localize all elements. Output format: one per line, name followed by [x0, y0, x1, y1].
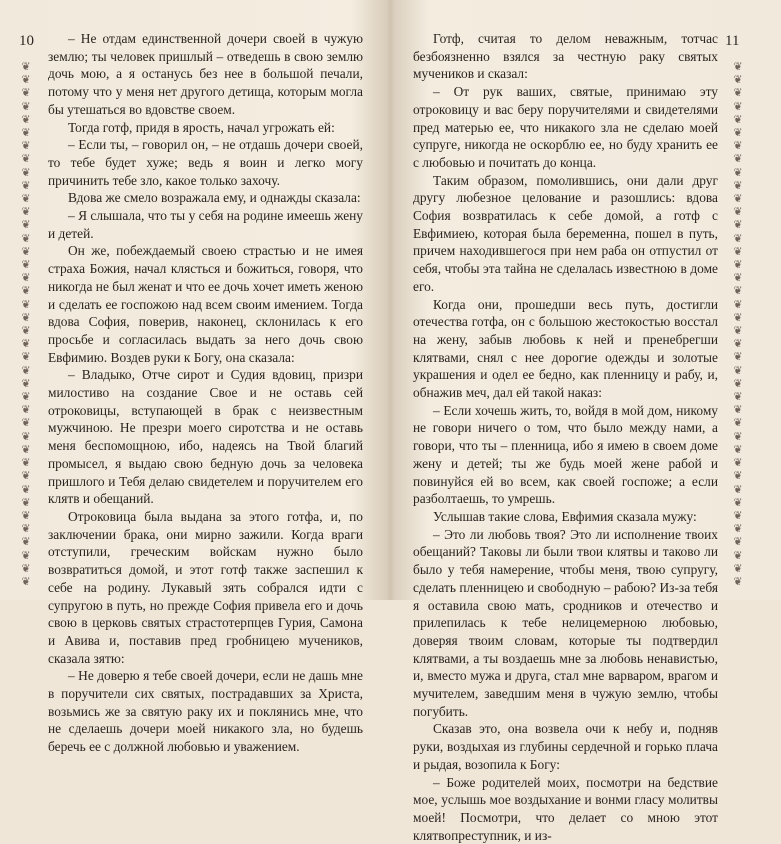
paragraph: – Я слышала, что ты у себя на родине имеешь жену и детей. — [48, 208, 363, 241]
page-number: 11 — [725, 33, 740, 49]
paragraph: – Боже родителей моих, посмотри на бедствие мое, услышь мое воздыхание и вонми гласу молитвы моей! Посмотри, что делает со мною этот клятвопреступник, и из- — [413, 774, 718, 843]
paragraph: Когда они, прошедши весь путь, достигли отечества готфа, он с большою жестокостью восстал на жену, забыв любовь к ней и пренебрегши клятвами, снял с нее дорогие одежды и золотые украшения и одел ее бедно, как пленницу и рабу, и, обнажив меч, дал ей такой наказ: — [413, 296, 718, 401]
paragraph: – Владыко, Отче сирот и Судия вдовиц, призри милостиво на создание Свое и не оставь сей отроковицы, вступающей в брак с неизвестным мужчиною. Не презри моего сиротства и не оставь меня беспомощною, ибо, надеясь на Твой благий промысел, я выдаю свою бедную дочь за человека пришлого и Тебя делаю свидетелем и поручителем его клятв и обещаний. — [48, 367, 363, 507]
paragraph: Отроковица была выдана за этого готфа, и, по заключении брака, они мирно зажили. Когда враги отступили, греческим войскам нужно было возвратиться домой, и этот готф также заспешил к себе на родину. Лукавый зять собрался идти с супругою в путь, но прежде София привела его и дочь свою в церковь святых страстотерпцев Гурия, Самона и Авива и, поставив пред гробницею мучеников, сказала зятю: — [48, 508, 363, 666]
paragraph: – От рук ваших, святые, принимаю эту отроковицу и вас беру поручителями и свидетелями пред матерью ее, что никакого зла не сделаю моей супруге, никогда не оскорблю ее, но буду хранить ее с любовью и почитать до конца. — [413, 84, 718, 170]
paragraph: Вдова же смело возражала ему, и однажды сказала: — [68, 190, 361, 206]
paragraph: Сказав это, она возвела очи к небу и, подняв руки, воздыхая из глубины сердечной и горько плача и рыдая, возопила к Богу: — [413, 721, 718, 772]
paragraph: Таким образом, помолившись, они дали друг другу любезное целование и разошлись: вдова София возвратилась к себе домой, а готф с Евфимиею, которая была беременна, пошел в путь, причем находившегося при нем раба он отпустил от себя, чтобы эта тайна не сделалась известною в доме его. — [413, 172, 718, 294]
paragraph: – Если ты, – говорил он, – не отдашь дочери своей, то тебе будет хуже; ведь я воин и легко могу причинить тебе зло, какое только захочу. — [48, 137, 363, 188]
paragraph: Тогда готф, придя в ярость, начал угрожать ей: — [68, 119, 335, 135]
page-number: 10 — [19, 33, 34, 49]
left-page — [0, 0, 385, 755]
ornament-border: ❦ ❦ ❦ ❦ ❦ ❦ ❦ ❦ ❦ ❦ ❦ ❦ ❦ ❦ ❦ ❦ ❦ ❦ ❦ ❦ ❦ ❦ ❦ ❦ ❦ ❦ ❦ ❦ ❦ ❦ ❦ ❦ ❦ ❦ ❦ ❦ ❦ ❦ ❦ ❦ — [733, 60, 743, 588]
paragraph: – Не отдам единственной дочери своей в чужую землю; ты человек пришлый – отведешь в свою землю дочь мою, а я останусь без нее в большой печали, потому что у меня нет другого детища, которым могла бы утешаться во вдовстве своем. — [48, 31, 363, 117]
paragraph: – Это ли любовь твоя? Это ли исполнение твоих обещаний? Таковы ли были твои клятвы и таково ли было у тебя намерение, чтобы меня, твою супругу, сделать пленницею и свободную – рабою? Из-за тебя я оставила свою мать, сродников и отечество и прилепилась к тебе нелицемерною любовью, доверяя твоим словам, которые ты подтвердил клятвами, а ты воздаешь мне за любовь ненавистью, и, вместо мужа и друга, стал мне варваром, врагом и мучителем, заведшим меня в чужую землю, чтобы погубить. — [413, 526, 718, 719]
page-text — [48, 30, 363, 756]
paragraph: – Если хочешь жить, то, войдя в мой дом, никому не говори ничего о том, что было между нами, а говори, что ты – пленница, ибо я имею в своем доме жену и детей; ты же будь моей жене рабой и повинуйся ей во всем, как своей госпоже; а если разболтаешь, то умрешь. — [413, 402, 718, 507]
paragraph: Услышав такие слова, Евфимия сказала мужу: — [433, 508, 697, 524]
right-page — [390, 0, 781, 843]
paragraph: – Не доверю я тебе своей дочери, если не дашь мне в поручители сих святых, пострадавших за Христа, возьмись же за святую раку их и поклянись мне, что не сделаешь дочери моей никакого зла, но будешь беречь ее с должной любовью и уважением. — [48, 668, 363, 755]
paragraph: Готф, считая то делом неважным, тотчас безбоязненно взялся за честную раку святых мучеников и сказал: — [413, 31, 718, 82]
page-text — [413, 30, 718, 844]
paragraph: Он же, побеждаемый своею страстью и не имея страха Божия, начал клясться и божиться, говоря, что никогда не был женат и что ее дочь хочет иметь женою и сделать ее госпожою над всем своим имением. Тогда вдова София, поверив, наконец, склонилась к его просьбе и согласилась выдать за него дочь свою Евфимию. Воздев руки к Богу, она сказала: — [48, 243, 363, 365]
ornament-border: ❦ ❦ ❦ ❦ ❦ ❦ ❦ ❦ ❦ ❦ ❦ ❦ ❦ ❦ ❦ ❦ ❦ ❦ ❦ ❦ ❦ ❦ ❦ ❦ ❦ ❦ ❦ ❦ ❦ ❦ ❦ ❦ ❦ ❦ ❦ ❦ ❦ ❦ ❦ ❦ — [21, 60, 31, 588]
